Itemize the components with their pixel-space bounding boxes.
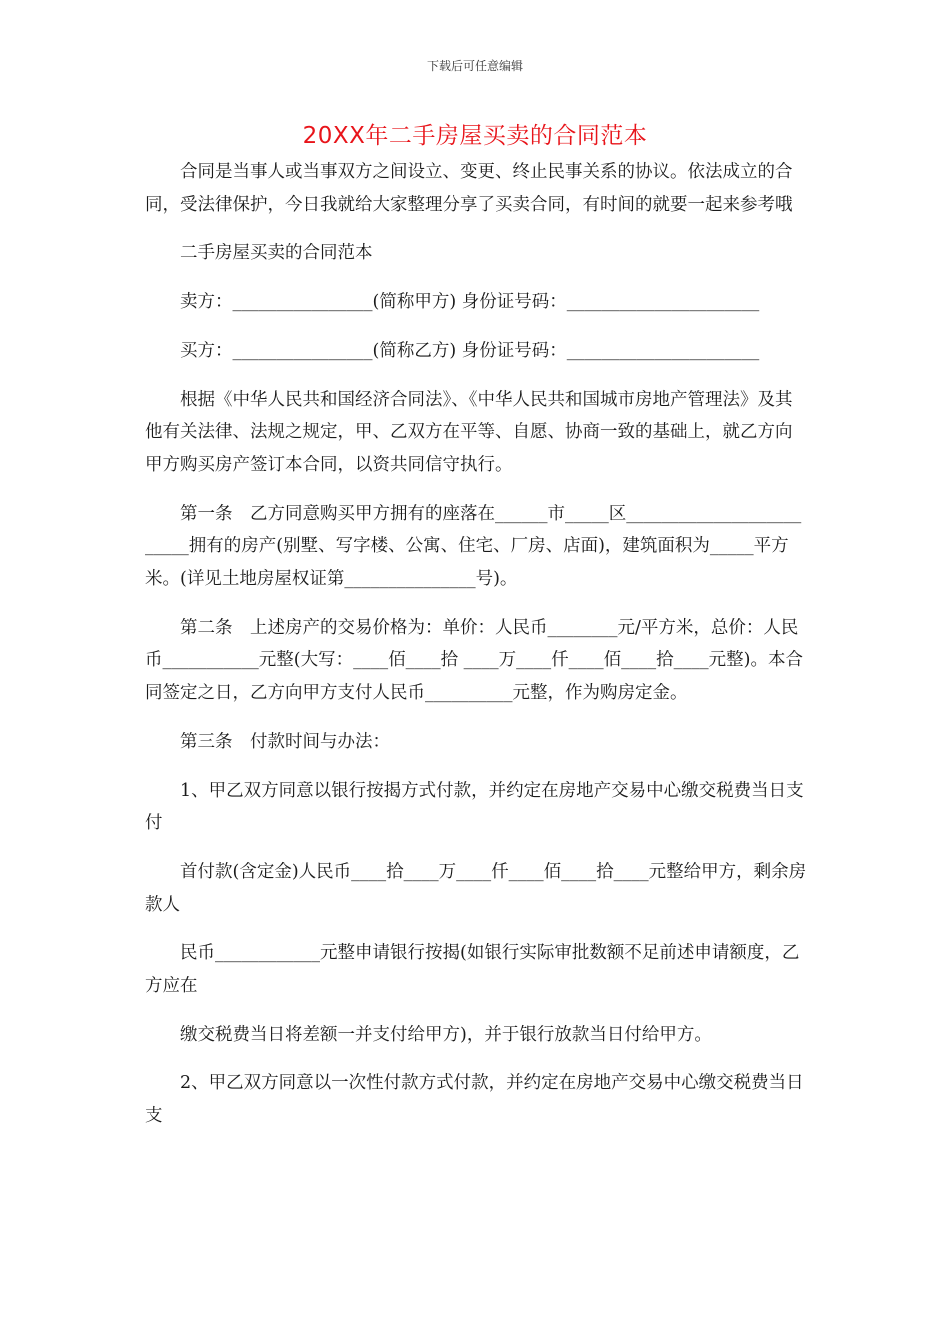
document-body	[145, 156, 807, 1149]
down-payment-line: 首付款(含定金)人民币____拾____万____仟____佰____拾____元整给甲方，剩余房款人	[145, 861, 807, 915]
seller-line: 卖方：________________(简称甲方) 身份证号码：______________________	[180, 292, 760, 313]
document-title: 20XX年二手房屋买卖的合同范本	[302, 123, 648, 149]
download-note: 下载后可任意编辑	[426, 59, 523, 73]
intro-paragraph: 合同是当事人或当事双方之间设立、变更、终止民事关系的协议。依法成立的合同，受法律保护，今日我就给大家整理分享了买卖合同，有时间的就要一起来参考哦	[145, 162, 793, 215]
payment-clause-2: 2、甲乙双方同意以一次性付款方式付款，并约定在房地产交易中心缴交税费当日支	[145, 1073, 804, 1127]
mortgage-line: 民币____________元整申请银行按揭(如银行实际审批数额不足前述申请额度，乙方应在	[145, 943, 800, 997]
tax-day-line: 缴交税费当日将差额一并支付给甲方)，并于银行放款当日付给甲方。	[180, 1024, 712, 1045]
article-2: 第二条 上述房产的交易价格为：单价：人民币________元/平方米，总价：人民币___________元整(大写：____佰____拾 ____万____仟____佰____拾____元整)。本合同签定之日，乙方向甲方支付人民币__________元整，作为购房定金。	[145, 617, 803, 704]
legal-basis-paragraph: 根据《中华人民共和国经济合同法》、《中华人民共和国城市房地产管理法》及其他有关法律、法规之规定，甲、乙双方在平等、自愿、协商一致的基础上，就乙方向甲方购买房产签订本合同，以资共同信守执行。	[145, 389, 793, 475]
section-heading: 二手房屋买卖的合同范本	[180, 243, 373, 264]
payment-clause-1: 1、甲乙双方同意以银行按揭方式付款，并约定在房地产交易中心缴交税费当日支付	[145, 780, 804, 834]
buyer-line: 买方：________________(简称乙方) 身份证号码：______________________	[180, 340, 760, 361]
article-3-heading: 第三条 付款时间与办法：	[180, 731, 390, 752]
article-1: 第一条 乙方同意购买甲方拥有的座落在______市_____区_________________________拥有的房产(别墅、写字楼、公寓、住宅、厂房、店面)，建筑面积为_____平方米。(详见土地房屋权证第_______________号)。	[145, 503, 802, 590]
